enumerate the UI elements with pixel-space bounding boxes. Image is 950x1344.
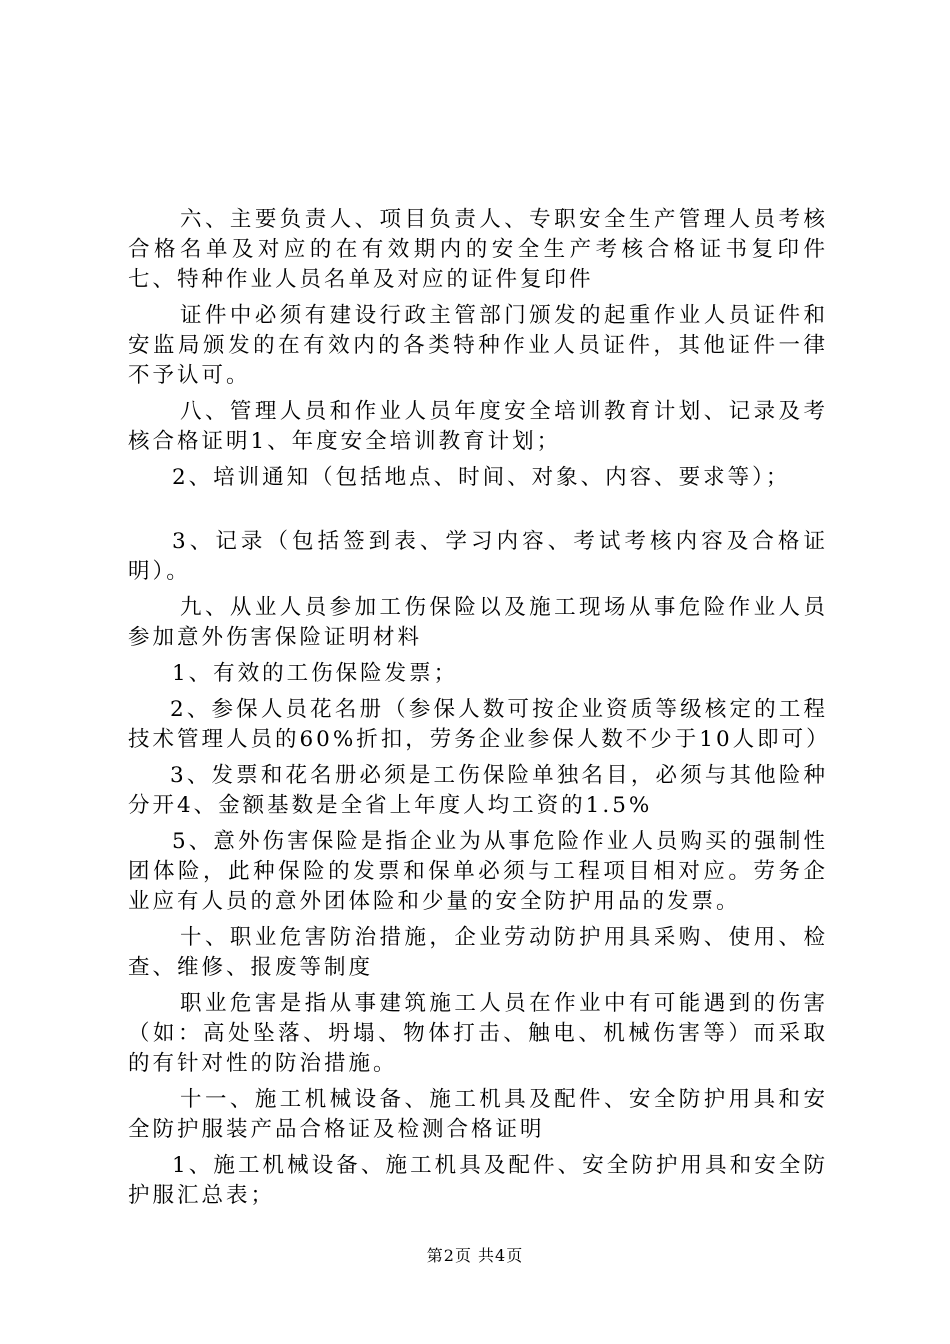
paragraph-6: 九、从业人员参加工伤保险以及施工现场从事危险作业人员参加意外伤害保险证明材料 [128,595,828,650]
paragraph-9: 3、发票和花名册必须是工伤保险单独名目，必须与其他险种分开4、金额基数是全省上年度人均工资的1.5% [128,763,828,818]
paragraph-11: 十、职业危害防治措施，企业劳动防护用具采购、使用、检查、维修、报废等制度 [128,925,828,980]
paragraph-4: 2、培训通知（包括地点、时间、对象、内容、要求等）； [172,465,791,490]
page-footer [0,1243,950,1266]
paragraph-12: 职业危害是指从事建筑施工人员在作业中有可能遇到的伤害（如：高处坠落、坍塌、物体打击、触电、机械伤害等）而采取的有针对性的防治措施。 [128,991,828,1076]
paragraph-14: 1、施工机械设备、施工机具及配件、安全防护用具和安全防护服汇总表； [128,1153,828,1208]
paragraph-7: 1、有效的工伤保险发票； [172,661,459,686]
paragraph-10: 5、意外伤害保险是指企业为从事危险作业人员购买的强制性团体险，此种保险的发票和保单必须与工程项目相对应。劳务企业应有人员的意外团体险和少量的安全防护用品的发票。 [128,829,828,914]
paragraph-3: 八、管理人员和作业人员年度安全培训教育计划、记录及考核合格证明1、年度安全培训教育计划； [128,399,828,454]
paragraph-2: 证件中必须有建设行政主管部门颁发的起重作业人员证件和安监局颁发的在有效内的各类特种作业人员证件，其他证件一律不予认可。 [128,303,828,388]
paragraph-8: 2、参保人员花名册（参保人数可按企业资质等级核定的工程技术管理人员的60%折扣，劳务企业参保人数不少于10人即可） [128,697,831,752]
paragraph-13: 十一、施工机械设备、施工机具及配件、安全防护用具和安全防护服装产品合格证及检测合格证明 [128,1087,828,1142]
paragraph-5: 3、记录（包括签到表、学习内容、考试考核内容及合格证明）。 [128,529,828,584]
paragraph-1: 六、主要负责人、项目负责人、专职安全生产管理人员考核合格名单及对应的在有效期内的安全生产考核合格证书复印件七、特种作业人员名单及对应的证件复印件 [128,207,828,292]
document-body [128,205,831,1211]
page-number: 第2页 共4页 [426,1246,524,1265]
